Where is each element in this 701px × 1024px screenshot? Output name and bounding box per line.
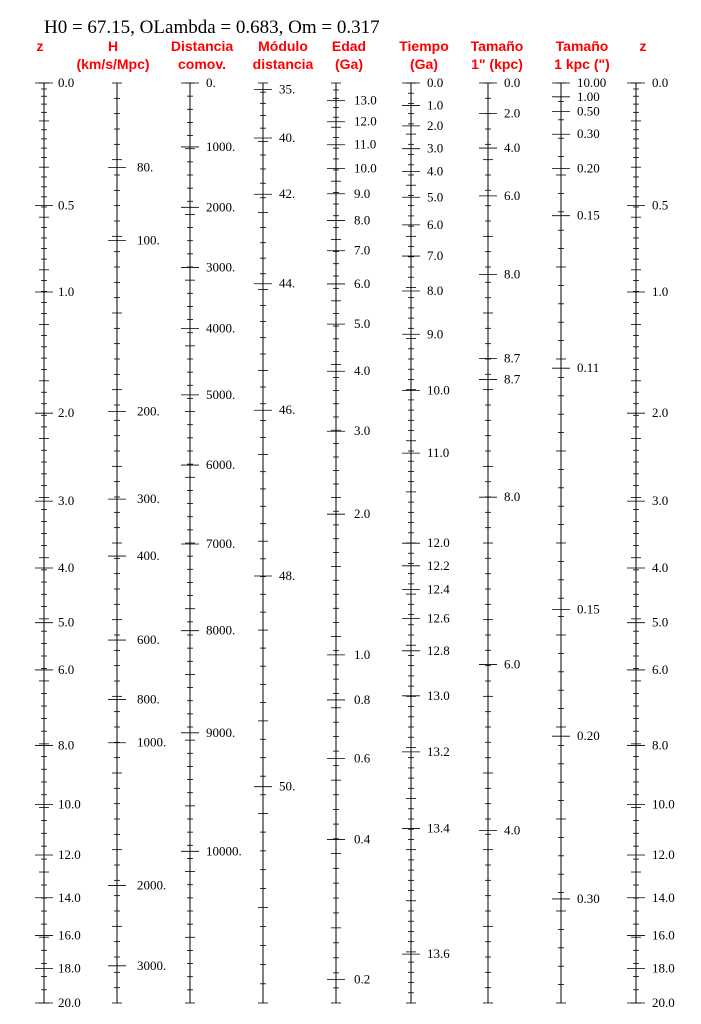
tick-label: 300. (137, 491, 160, 507)
tick-label: 42. (279, 186, 296, 202)
tick-label: 11.0 (354, 136, 377, 152)
tick-label: 8.7 (504, 350, 521, 366)
tick-label: 100. (137, 232, 160, 248)
tick-label: 0.15 (577, 601, 600, 617)
tick-label: 14.0 (652, 889, 675, 905)
tick-label: 13.6 (427, 946, 450, 962)
tick-label: 8.0 (504, 266, 521, 282)
scale-header-size-kpc-2: 1 kpc (") (554, 56, 610, 72)
tick-label: 800. (137, 691, 160, 707)
tick-label: 50. (279, 778, 296, 794)
tick-label: 12.0 (652, 846, 675, 862)
tick-label: 0.20 (577, 728, 600, 744)
tick-label: 46. (279, 402, 296, 418)
tick-label: 3.0 (58, 493, 75, 509)
tick-label: 400. (137, 548, 160, 564)
tick-label: 35. (279, 81, 296, 97)
tick-label: 0.0 (504, 75, 521, 90)
tick-label: 2.0 (504, 105, 521, 121)
tick-label: 1.0 (58, 284, 75, 300)
tick-label: 3000. (206, 259, 236, 275)
tick-label: 7.0 (354, 242, 371, 258)
tick-label: 6.0 (504, 187, 521, 203)
scale-header-age-1: Edad (331, 38, 367, 54)
tick-label: 4.0 (354, 363, 371, 379)
tick-label: 8.0 (58, 737, 75, 753)
tick-label: 5.0 (354, 316, 371, 332)
scale-header-size-arcsec-2: 1" (kpc) (471, 56, 523, 72)
tick-label: 6.0 (354, 275, 371, 291)
scale-header-size-kpc-1: Tamaño (555, 38, 609, 54)
tick-label: 7000. (206, 536, 236, 552)
tick-label: 0.0 (58, 75, 75, 90)
scale-header-comoving-2: comov. (178, 56, 226, 72)
tick-label: 2000. (206, 199, 236, 215)
tick-label: 0.8 (354, 691, 371, 707)
tick-label: 0.30 (577, 890, 600, 906)
tick-label: 4.0 (427, 163, 444, 179)
tick-label: 6.0 (504, 656, 521, 672)
tick-label: 4.0 (504, 822, 521, 838)
tick-label: 48. (279, 568, 296, 584)
tick-label: 12.0 (354, 113, 377, 129)
tick-label: 4.0 (504, 140, 521, 156)
tick-label: 2.0 (58, 405, 75, 421)
tick-label: 8.0 (652, 737, 669, 753)
scale-header-hubble-1: H (107, 38, 119, 54)
tick-label: 5.0 (427, 189, 444, 205)
tick-label: 0.2 (354, 971, 371, 987)
tick-label: 16.0 (652, 927, 675, 943)
scale-size-kpc (552, 38, 610, 1003)
tick-label: 3.0 (652, 493, 669, 509)
tick-label: 0.6 (354, 750, 371, 766)
tick-label: 5000. (206, 386, 236, 402)
tick-label: 16.0 (58, 927, 81, 943)
tick-label: 13.0 (354, 92, 377, 108)
scale-modulus (253, 38, 314, 1003)
tick-label: 1.00 (577, 88, 600, 104)
tick-label: 4.0 (58, 560, 75, 576)
tick-label: 0.5 (652, 197, 669, 213)
tick-label: 0.50 (577, 103, 600, 119)
tick-label: 13.2 (427, 743, 450, 759)
tick-label: 12.0 (58, 846, 81, 862)
tick-label: 0.5 (58, 197, 75, 213)
tick-label: 2.0 (652, 405, 669, 421)
tick-label: 12.8 (427, 642, 450, 658)
tick-label: 2000. (137, 877, 167, 893)
tick-label: 10.0 (58, 796, 81, 812)
tick-label: 1000. (137, 734, 167, 750)
tick-label: 8.0 (354, 212, 371, 228)
scale-hubble (76, 38, 166, 1003)
tick-label: 80. (137, 159, 154, 175)
tick-label: 12.6 (427, 610, 450, 626)
tick-label: 0.30 (577, 126, 600, 142)
tick-label: 1.0 (652, 284, 669, 300)
tick-label: 2.0 (354, 506, 371, 522)
scale-z-right (627, 38, 675, 1010)
tick-label: 6.0 (652, 661, 669, 677)
scale-lookback (399, 38, 450, 1003)
tick-label: 0. (206, 75, 216, 90)
scale-comoving (171, 38, 242, 1003)
tick-label: 3000. (137, 957, 167, 973)
scale-header-age-2: (Ga) (335, 56, 363, 72)
tick-label: 10.0 (427, 382, 450, 398)
scale-header-z-left-1: z (36, 38, 44, 54)
tick-label: 20.0 (58, 995, 81, 1010)
tick-label: 10.00 (577, 75, 607, 90)
tick-label: 12.0 (427, 535, 450, 551)
tick-label: 5.0 (58, 614, 75, 630)
tick-label: 1.0 (427, 97, 444, 113)
tick-label: 9.0 (427, 326, 444, 342)
tick-label: 0.0 (652, 75, 669, 90)
scale-header-comoving-1: Distancia (170, 38, 234, 54)
scales-layer (35, 38, 675, 1010)
tick-label: 5.0 (652, 614, 669, 630)
tick-label: 8.7 (504, 371, 521, 387)
tick-label: 10.0 (652, 796, 675, 812)
tick-label: 3.0 (427, 140, 444, 156)
tick-label: 14.0 (58, 889, 81, 905)
tick-label: 4.0 (652, 560, 669, 576)
chart-title: H0 = 67.15, OLambda = 0.683, Om = 0.317 (44, 17, 380, 38)
tick-label: 10000. (206, 843, 242, 859)
tick-label: 200. (137, 403, 160, 419)
scale-header-modulus-2: distancia (252, 56, 314, 72)
scale-header-lookback-2: (Ga) (410, 56, 438, 72)
tick-label: 600. (137, 632, 160, 648)
tick-label: 12.2 (427, 557, 450, 573)
tick-label: 40. (279, 130, 296, 146)
tick-label: 8000. (206, 622, 236, 638)
tick-label: 20.0 (652, 995, 675, 1010)
scale-header-size-arcsec-1: Tamaño (470, 38, 524, 54)
tick-label: 9000. (206, 724, 236, 740)
tick-label: 9.0 (354, 185, 371, 201)
scale-header-lookback-1: Tiempo (399, 38, 449, 54)
tick-label: 44. (279, 275, 296, 291)
tick-label: 3.0 (354, 423, 371, 439)
tick-label: 2.0 (427, 117, 444, 133)
tick-label: 8.0 (427, 283, 444, 299)
tick-label: 6.0 (427, 216, 444, 232)
tick-label: 8.0 (504, 489, 521, 505)
tick-label: 10.0 (354, 160, 377, 176)
scale-header-hubble-2: (km/s/Mpc) (76, 56, 150, 72)
tick-label: 11.0 (427, 445, 450, 461)
tick-label: 0.15 (577, 207, 600, 223)
tick-label: 0.0 (427, 75, 444, 90)
tick-label: 0.20 (577, 160, 600, 176)
tick-label: 7.0 (427, 248, 444, 264)
tick-label: 6000. (206, 457, 236, 473)
scale-header-z-right-1: z (639, 38, 647, 54)
tick-label: 13.0 (427, 687, 450, 703)
tick-label: 18.0 (652, 960, 675, 976)
tick-label: 4000. (206, 320, 236, 336)
scale-size-arcsec (471, 38, 524, 1003)
tick-label: 1.0 (354, 646, 371, 662)
scale-z-left (35, 38, 81, 1010)
tick-label: 0.4 (354, 831, 371, 847)
tick-label: 18.0 (58, 960, 81, 976)
tick-label: 1000. (206, 138, 236, 154)
tick-label: 12.4 (427, 581, 450, 597)
tick-label: 13.4 (427, 820, 450, 836)
tick-label: 6.0 (58, 661, 75, 677)
tick-label: 0.11 (577, 360, 600, 376)
scale-header-modulus-1: Módulo (258, 38, 308, 54)
scale-age (327, 38, 377, 1003)
